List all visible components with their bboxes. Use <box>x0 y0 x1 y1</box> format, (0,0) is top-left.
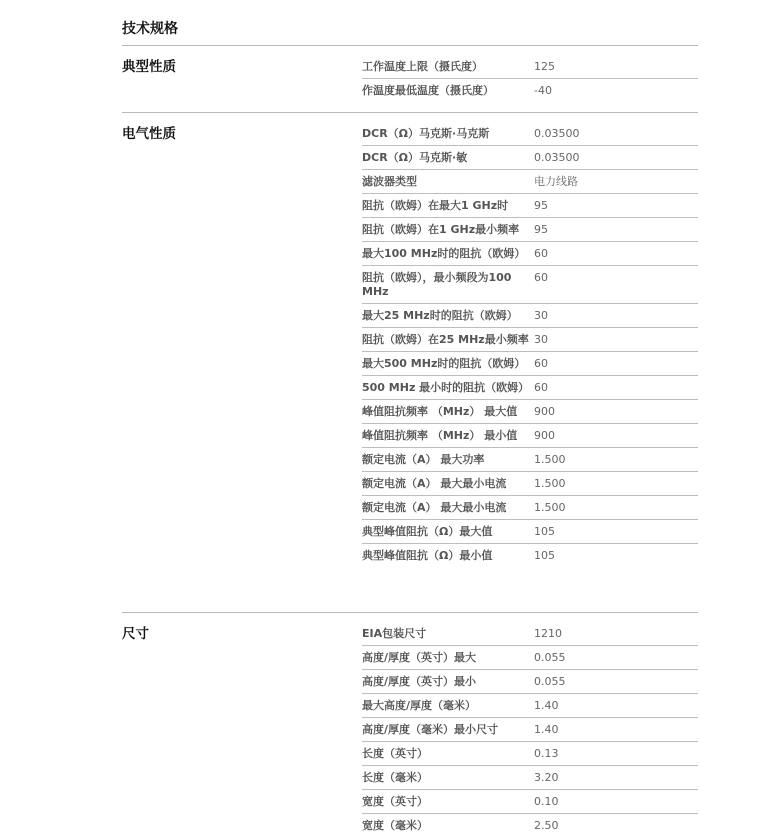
spec-label: EIA包装尺寸 <box>362 627 427 640</box>
spec-value: 1210 <box>534 627 562 640</box>
spec-row <box>362 376 698 400</box>
spec-label: 长度（毫米） <box>362 771 428 784</box>
section-divider <box>122 612 698 613</box>
spec-label: 阻抗（欧姆）在25 MHz最小频率 <box>362 333 529 346</box>
spec-value: 0.055 <box>534 675 566 688</box>
spec-row <box>362 766 698 790</box>
spec-label: 高度/厚度（英寸）最小 <box>362 675 477 688</box>
spec-row <box>362 304 698 328</box>
spec-value: -40 <box>534 84 552 97</box>
spec-label: 额定电流（A） 最大功率 <box>362 453 485 466</box>
spec-value: 900 <box>534 405 555 418</box>
spec-label: 最大25 MHz时的阻抗（欧姆） <box>362 309 518 322</box>
spec-label: 阻抗（欧姆），最小频段为100 MHz <box>362 271 512 298</box>
spec-value: 60 <box>534 357 548 370</box>
spec-value: 900 <box>534 429 555 442</box>
spec-value: 30 <box>534 309 548 322</box>
spec-label: 峰值阻抗频率 （MHz） 最小值 <box>362 429 518 442</box>
spec-label: 滤波器类型 <box>362 175 417 188</box>
spec-row <box>362 400 698 424</box>
spec-value: 30 <box>534 333 548 346</box>
spec-row <box>362 424 698 448</box>
spec-value: 1.500 <box>534 501 566 514</box>
spec-label: 额定电流（A） 最大最小电流 <box>362 477 507 490</box>
spec-row <box>362 790 698 814</box>
spec-row <box>362 79 698 102</box>
spec-value: 0.03500 <box>534 127 580 140</box>
spec-label: 高度/厚度（毫米）最小尺寸 <box>362 723 499 736</box>
spec-value: 60 <box>534 271 548 284</box>
spec-row <box>362 622 698 646</box>
spec-row <box>362 742 698 766</box>
page-title: 技术规格 <box>122 21 178 37</box>
spec-value: 95 <box>534 223 548 236</box>
spec-label: 最大高度/厚度（毫米） <box>362 699 477 712</box>
spec-label: 最大100 MHz时的阻抗（欧姆） <box>362 247 526 260</box>
spec-value: 1.40 <box>534 723 559 736</box>
spec-row <box>362 122 698 146</box>
spec-row <box>362 242 698 266</box>
spec-value: 1.40 <box>534 699 559 712</box>
spec-row <box>362 472 698 496</box>
spec-label: DCR（Ω）马克斯·敏 <box>362 151 468 164</box>
spec-row <box>362 646 698 670</box>
spec-label: 500 MHz 最小时的阻抗（欧姆） <box>362 381 530 394</box>
spec-label: 工作温度上限（摄氏度） <box>362 60 483 73</box>
spec-value: 2.50 <box>534 819 559 832</box>
rows-typical <box>362 55 698 102</box>
spec-row <box>362 496 698 520</box>
rows-dimensions <box>362 622 698 837</box>
spec-row <box>362 718 698 742</box>
section-divider <box>122 45 698 46</box>
spec-value: 0.055 <box>534 651 566 664</box>
spec-row <box>362 520 698 544</box>
spec-value: 105 <box>534 549 555 562</box>
spec-label: 额定电流（A） 最大最小电流 <box>362 501 507 514</box>
spec-value: 95 <box>534 199 548 212</box>
spec-row <box>362 544 698 567</box>
spec-row <box>362 266 698 304</box>
spec-label: 最大500 MHz时的阻抗（欧姆） <box>362 357 526 370</box>
section-divider <box>122 112 698 113</box>
spec-row <box>362 352 698 376</box>
spec-row <box>362 448 698 472</box>
spec-label: 高度/厚度（英寸）最大 <box>362 651 477 664</box>
spec-row <box>362 146 698 170</box>
spec-label: 典型峰值阻抗（Ω）最小值 <box>362 549 493 562</box>
spec-row <box>362 218 698 242</box>
spec-label: 峰值阻抗频率 （MHz） 最大值 <box>362 405 518 418</box>
spec-row <box>362 670 698 694</box>
spec-value: 1.500 <box>534 453 566 466</box>
section-title-dimensions: 尺寸 <box>122 626 149 642</box>
spec-label: 阻抗（欧姆）在最大1 GHz时 <box>362 199 509 212</box>
rows-electrical <box>362 122 698 567</box>
spec-row <box>362 55 698 79</box>
spec-label: 宽度（英寸） <box>362 795 428 808</box>
spec-label: DCR（Ω）马克斯·马克斯 <box>362 127 490 140</box>
section-title-electrical: 电气性质 <box>122 126 176 142</box>
spec-value: 0.13 <box>534 747 559 760</box>
spec-value: 1.500 <box>534 477 566 490</box>
spec-label: 长度（英寸） <box>362 747 428 760</box>
spec-value: 3.20 <box>534 771 559 784</box>
spec-value: 105 <box>534 525 555 538</box>
spec-row <box>362 814 698 837</box>
spec-label: 作温度最低温度（摄氏度） <box>362 84 494 97</box>
spec-value: 60 <box>534 247 548 260</box>
spec-value: 0.03500 <box>534 151 580 164</box>
spec-value: 60 <box>534 381 548 394</box>
spec-label: 宽度（毫米） <box>362 819 428 832</box>
spec-value: 电力线路 <box>534 175 578 188</box>
spec-value: 0.10 <box>534 795 559 808</box>
spec-row <box>362 328 698 352</box>
spec-row <box>362 694 698 718</box>
spec-row <box>362 194 698 218</box>
spec-label: 典型峰值阻抗（Ω）最大值 <box>362 525 493 538</box>
spec-row <box>362 170 698 194</box>
section-title-typical: 典型性质 <box>122 59 176 75</box>
spec-label: 阻抗（欧姆）在1 GHz最小频率 <box>362 223 520 236</box>
spec-value: 125 <box>534 60 555 73</box>
